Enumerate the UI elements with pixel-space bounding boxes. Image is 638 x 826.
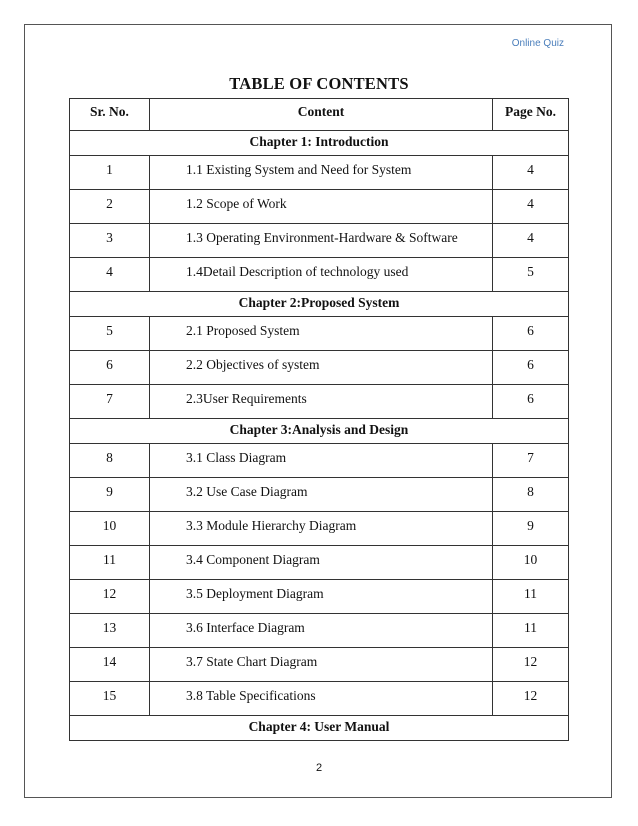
page-cell: 4 xyxy=(493,156,569,190)
toc-body xyxy=(70,131,569,741)
sr-cell: 4 xyxy=(70,258,150,292)
page-number: 2 xyxy=(315,762,323,774)
content-cell: 3.6 Interface Diagram xyxy=(150,614,493,648)
page-cell: 6 xyxy=(493,317,569,351)
sr-cell: 1 xyxy=(70,156,150,190)
content-cell: 1.3 Operating Environment-Hardware & Software xyxy=(150,224,493,258)
table-row xyxy=(70,580,569,614)
chapter-row xyxy=(70,131,569,156)
table-row xyxy=(70,156,569,190)
content-cell: 3.1 Class Diagram xyxy=(150,444,493,478)
page-cell: 5 xyxy=(493,258,569,292)
content-cell: 1.2 Scope of Work xyxy=(150,190,493,224)
table-row xyxy=(70,317,569,351)
table-row xyxy=(70,546,569,580)
chapter-title: Chapter 2:Proposed System xyxy=(70,292,569,317)
content-cell: 3.7 State Chart Diagram xyxy=(150,648,493,682)
page-title: TABLE OF CONTENTS xyxy=(229,74,409,93)
table-row xyxy=(70,682,569,716)
sr-cell: 14 xyxy=(70,648,150,682)
table-row xyxy=(70,614,569,648)
sr-cell: 10 xyxy=(70,512,150,546)
chapter-title: Chapter 4: User Manual xyxy=(70,716,569,741)
content-cell: 3.4 Component Diagram xyxy=(150,546,493,580)
chapter-title: Chapter 1: Introduction xyxy=(70,131,569,156)
table-row xyxy=(70,190,569,224)
table-row xyxy=(70,224,569,258)
header-tag: Online Quiz xyxy=(511,38,564,49)
page-cell: 4 xyxy=(493,190,569,224)
page-cell: 12 xyxy=(493,648,569,682)
sr-cell: 6 xyxy=(70,351,150,385)
content-cell: 1.1 Existing System and Need for System xyxy=(150,156,493,190)
sr-cell: 11 xyxy=(70,546,150,580)
sr-cell: 13 xyxy=(70,614,150,648)
page-cell: 10 xyxy=(493,546,569,580)
col-header-content: Content xyxy=(150,99,493,131)
chapter-row xyxy=(70,292,569,317)
page-cell: 7 xyxy=(493,444,569,478)
sr-cell: 3 xyxy=(70,224,150,258)
table-row xyxy=(70,351,569,385)
page-cell: 8 xyxy=(493,478,569,512)
sr-cell: 12 xyxy=(70,580,150,614)
page-cell: 6 xyxy=(493,351,569,385)
table-row xyxy=(70,385,569,419)
sr-cell: 7 xyxy=(70,385,150,419)
sr-cell: 5 xyxy=(70,317,150,351)
toc-header-row xyxy=(70,99,569,131)
col-header-sr: Sr. No. xyxy=(70,99,150,131)
table-row xyxy=(70,648,569,682)
sr-cell: 15 xyxy=(70,682,150,716)
page-cell: 6 xyxy=(493,385,569,419)
page-cell: 12 xyxy=(493,682,569,716)
content-cell: 3.8 Table Specifications xyxy=(150,682,493,716)
chapter-row xyxy=(70,716,569,741)
content-cell: 1.4Detail Description of technology used xyxy=(150,258,493,292)
sr-cell: 2 xyxy=(70,190,150,224)
content-cell: 3.3 Module Hierarchy Diagram xyxy=(150,512,493,546)
page-cell: 11 xyxy=(493,614,569,648)
chapter-row xyxy=(70,419,569,444)
page-cell: 9 xyxy=(493,512,569,546)
content-cell: 2.1 Proposed System xyxy=(150,317,493,351)
toc-table xyxy=(69,98,569,741)
table-row xyxy=(70,444,569,478)
table-row xyxy=(70,258,569,292)
content-cell: 2.3User Requirements xyxy=(150,385,493,419)
page-cell: 11 xyxy=(493,580,569,614)
page-cell: 4 xyxy=(493,224,569,258)
table-row xyxy=(70,512,569,546)
content-cell: 2.2 Objectives of system xyxy=(150,351,493,385)
chapter-title: Chapter 3:Analysis and Design xyxy=(70,419,569,444)
col-header-page: Page No. xyxy=(493,99,569,131)
table-row xyxy=(70,478,569,512)
content-cell: 3.2 Use Case Diagram xyxy=(150,478,493,512)
content-cell: 3.5 Deployment Diagram xyxy=(150,580,493,614)
sr-cell: 9 xyxy=(70,478,150,512)
sr-cell: 8 xyxy=(70,444,150,478)
